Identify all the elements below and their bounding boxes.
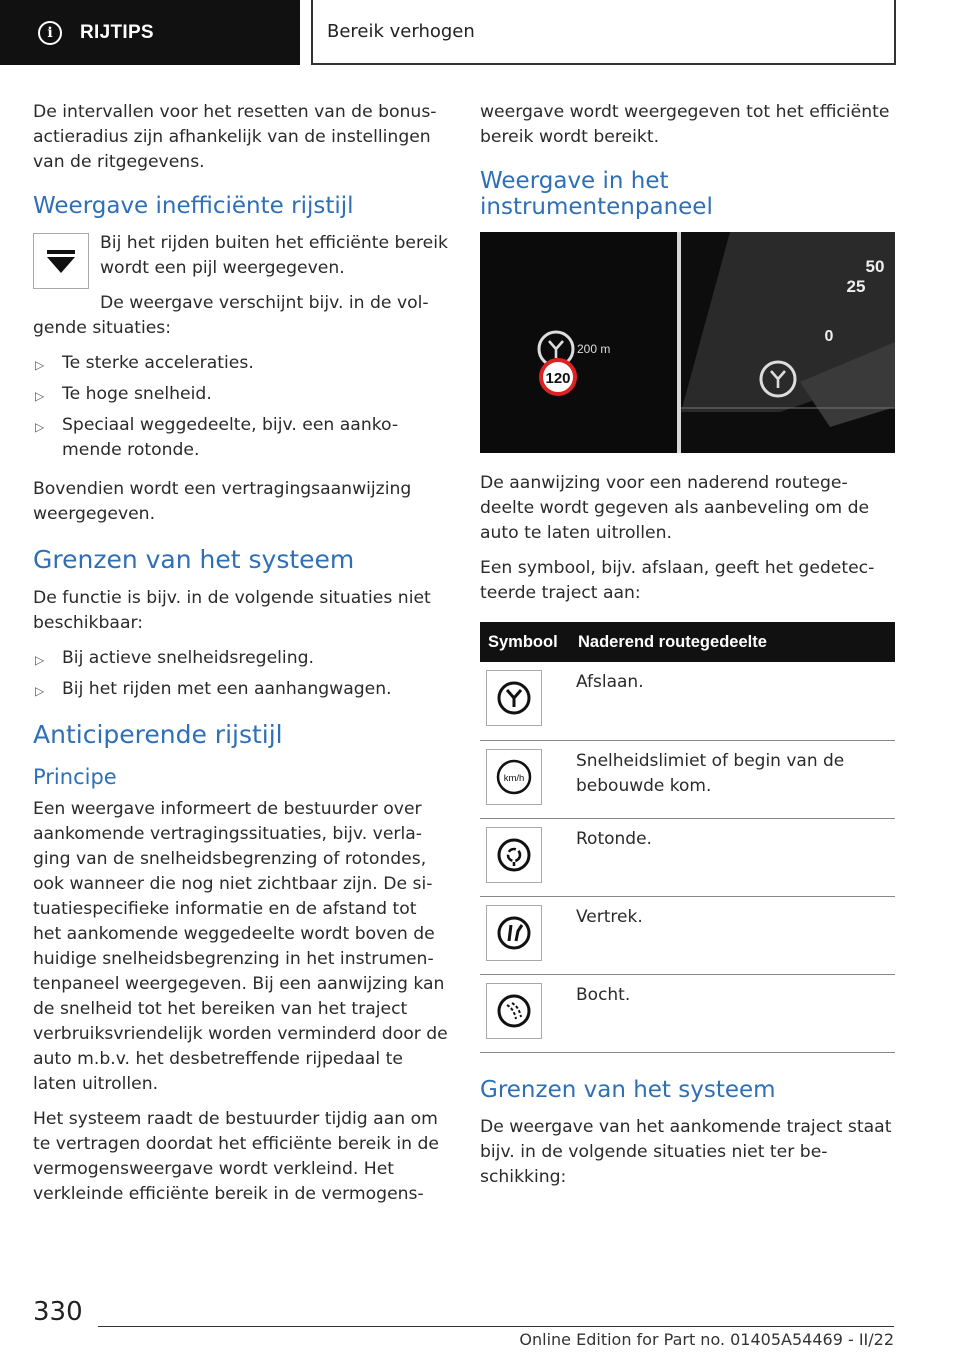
turn-fork-icon <box>486 670 542 726</box>
arrow-symbol-block <box>33 231 448 281</box>
arrow-description: Bij het rijden buiten het efficiënte bereik wordt een pijl weergegeven. <box>100 233 448 278</box>
scale-label-mid: 25 <box>846 277 866 296</box>
column-header-symbol: Symbool <box>480 622 570 662</box>
table-row <box>480 740 895 818</box>
bullet-triangle-icon: ▷ <box>35 420 45 434</box>
scale-label-top: 50 <box>865 257 885 276</box>
heading-anticipating-style: Anticiperende rijstijl <box>33 720 283 749</box>
kmh-speed-icon <box>486 749 542 805</box>
roundabout-icon <box>486 827 542 883</box>
table-row <box>480 974 895 1052</box>
list-item: ▷ Bij het rijden met een aanhangwagen. <box>33 677 448 702</box>
advice-paragraph: Het systeem raadt de bestuurder tijdig aan om te vertragen doordat het efficiënte bereik in de vermogensweergave wordt verkleind. Het verkleinde efficiënte bereik in de vermogens- <box>33 1109 440 1204</box>
symbol-intro-paragraph: Een symbool, bijv. afslaan, geeft het gedetec-teerde traject aan: <box>480 558 875 603</box>
distance-text: 200 m <box>577 342 611 356</box>
heading-system-limits-2: Grenzen van het systeem <box>480 1076 776 1103</box>
heading-instrument-display: Weergave in het instrumentenpaneel <box>480 168 713 220</box>
recommendation-paragraph: De aanwijzing voor een naderend routege-deelte wordt gegeven als aanbeveling om de auto te laten uitrollen. <box>480 473 870 543</box>
intro-paragraph: De intervallen voor het resetten van de bonus-actieradius zijn afhankelijk van de instellingen van de ritgegevens. <box>33 102 437 172</box>
down-arrow-icon <box>41 241 81 281</box>
route-description: Rotonde. <box>570 818 895 896</box>
route-description: Bocht. <box>570 974 895 1052</box>
continuation-paragraph: weergave wordt weergegeven tot het efficiënte bereik wordt bereikt. <box>480 102 890 147</box>
route-description: Vertrek. <box>570 896 895 974</box>
section-title: RIJTIPS <box>80 21 154 43</box>
footer-divider <box>98 1326 894 1327</box>
table-row <box>480 896 895 974</box>
route-description: Snelheidslimiet of begin van de bebouwde kom. <box>570 740 895 818</box>
symbol-table <box>480 622 895 1053</box>
table-row <box>480 662 895 740</box>
scale-label-zero: 0 <box>824 328 834 345</box>
principle-paragraph: Een weergave informeert de bestuurder over aankomende vertragingssituaties, bijv. verla-ging van de snelheidsbegrenzing of rotondes, ook wanneer die nog niet zichtbaar zijn. De si-tuatiespecifieke informatie en de afstand tot het aankomende weggedeelte wordt boven de huidige snelheidsbegrenzing in het instrumen-tenpaneel weergegeven. Bij een aanwijzing kan de snelheid tot het bereiken van het traject verbruiksvriendelijk worden verminderd door de auto m.b.v. het desbetreffende rijpedaal te laten uitrollen. <box>33 799 448 1094</box>
page-number: 330 <box>33 1297 83 1327</box>
down-arrow-symbol <box>33 233 89 289</box>
limits-list <box>33 646 448 702</box>
table-row <box>480 818 895 896</box>
column-header-route: Naderend routegedeelte <box>570 622 895 662</box>
right-column <box>480 100 895 1206</box>
heading-inefficient-style: Weergave inefficiënte rijstijl <box>33 193 354 219</box>
list-item: ▷ Te hoge snelheid. <box>33 382 448 407</box>
info-circle-icon: i <box>38 21 62 45</box>
situations-intro: De weergave verschijnt bijv. in de vol-gende situaties: <box>33 293 429 338</box>
limits-paragraph-2: De weergave van het aankomende traject staat bijv. in de volgende situaties niet ter be-schikking: <box>480 1116 892 1187</box>
bullet-triangle-icon: ▷ <box>35 389 45 403</box>
route-description: Afslaan. <box>570 662 895 740</box>
header-section-tab <box>0 0 300 65</box>
svg-text:km/h: km/h <box>503 772 525 784</box>
situations-list <box>33 351 448 463</box>
instrument-panel-graphic <box>480 232 895 453</box>
deceleration-paragraph: Bovendien wordt een vertragingsaanwijzing weergegeven. <box>33 479 412 524</box>
bullet-triangle-icon: ▷ <box>35 653 45 667</box>
exit-ramp-icon <box>486 905 542 961</box>
bullet-triangle-icon: ▷ <box>35 684 45 698</box>
instrument-panel-image <box>480 232 895 453</box>
heading-principle: Principe <box>33 765 117 789</box>
speed-limit-text: 120 <box>545 370 571 387</box>
limits-paragraph: De functie is bijv. in de volgende situaties niet beschikbaar: <box>33 588 431 633</box>
heading-system-limits: Grenzen van het systeem <box>33 545 355 574</box>
left-column <box>33 100 448 1223</box>
list-item: ▷ Bij actieve snelheidsregeling. <box>33 646 448 671</box>
edition-note: Online Edition for Part no. 01405A54469 - II/22 <box>519 1330 894 1349</box>
bullet-triangle-icon: ▷ <box>35 358 45 372</box>
list-item: ▷ Speciaal weggedeelte, bijv. een aanko-mende rotonde. <box>35 415 399 460</box>
curve-road-icon <box>486 983 542 1039</box>
table-header-row <box>480 622 895 662</box>
list-item: ▷ Te sterke acceleraties. <box>33 351 448 376</box>
topic-title: Bereik verhogen <box>311 0 896 65</box>
